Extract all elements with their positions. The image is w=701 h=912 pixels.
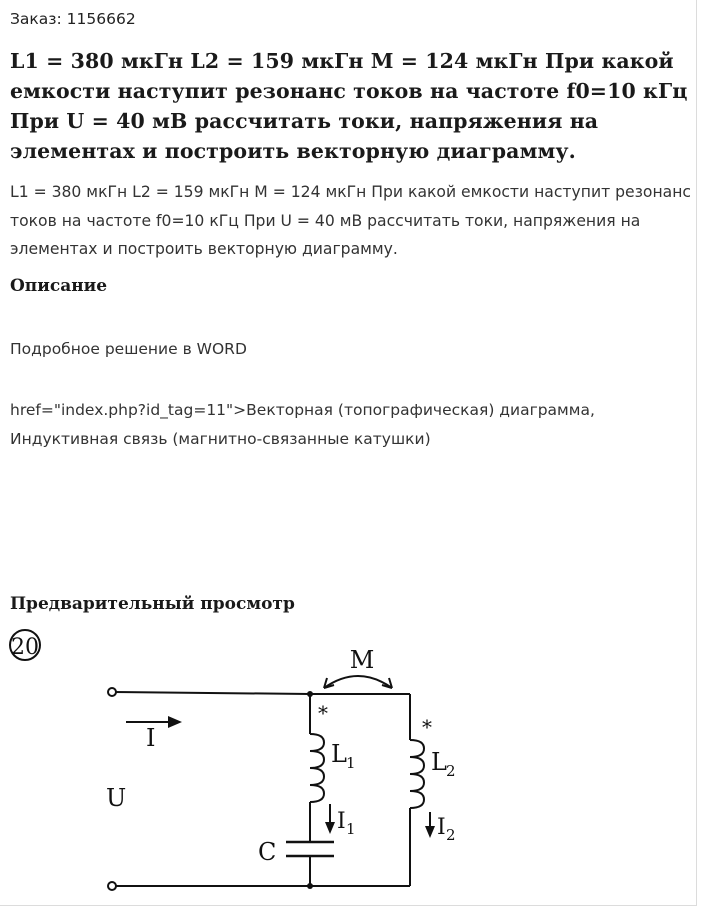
mutual-label: M bbox=[349, 646, 375, 674]
capacitor-label: C bbox=[258, 838, 277, 866]
problem-number: 20 bbox=[11, 635, 39, 660]
voltage-label: U bbox=[106, 784, 127, 812]
i1-label: I bbox=[337, 809, 346, 834]
current-i2-arrow bbox=[425, 812, 435, 838]
order-number: Заказ: 1156662 bbox=[10, 10, 136, 28]
mutual-inductance-arrow bbox=[324, 646, 392, 688]
description-paragraph: Подробное решение в WORD bbox=[10, 340, 247, 358]
description-heading: Описание bbox=[10, 276, 108, 296]
i2-subscript: 2 bbox=[446, 826, 456, 844]
current-label: I bbox=[146, 724, 156, 752]
l2-subscript: 2 bbox=[446, 762, 456, 780]
problem-number-badge bbox=[10, 630, 40, 660]
l1-label: L bbox=[331, 740, 347, 768]
capacitor-c bbox=[286, 842, 334, 856]
dot-marker-l2: * bbox=[422, 715, 432, 739]
l1-subscript: 1 bbox=[346, 754, 356, 772]
l2-label: L bbox=[431, 748, 447, 776]
junction-bottom bbox=[307, 883, 313, 889]
description-tags: href="index.php?id_tag=11">Векторная (топографическая) диаграмма, Индуктивная связь (магнитно-связанные катушки) bbox=[10, 401, 595, 448]
circuit-diagram bbox=[6, 624, 476, 906]
inductor-l1 bbox=[310, 734, 324, 802]
i2-label: I bbox=[437, 815, 446, 840]
current-i1-arrow bbox=[325, 804, 335, 834]
preview-image bbox=[6, 624, 476, 906]
task-summary: L1 = 380 мкГн L2 = 159 мкГн M = 124 мкГн При какой емкости наступит резонанс токов на частоте f0=10 кГц При U = 40 мВ рассчитать токи, напряжения на элементах и построить векторную диаграмму. bbox=[10, 183, 691, 258]
inductor-l2 bbox=[410, 740, 424, 808]
dot-marker-l1: * bbox=[318, 701, 328, 725]
junction-top bbox=[307, 691, 313, 697]
page-title: L1 = 380 мкГн L2 = 159 мкГн M = 124 мкГн При какой емкости наступит резонанс токов на частоте f0=10 кГц При U = 40 мВ рассчитать токи, напряжения на элементах и построить векторную диаграмму. bbox=[10, 49, 688, 163]
i1-subscript: 1 bbox=[346, 820, 356, 838]
preview-heading: Предварительный просмотр bbox=[10, 594, 295, 614]
terminal-top bbox=[108, 688, 116, 696]
terminal-bottom bbox=[108, 882, 116, 890]
